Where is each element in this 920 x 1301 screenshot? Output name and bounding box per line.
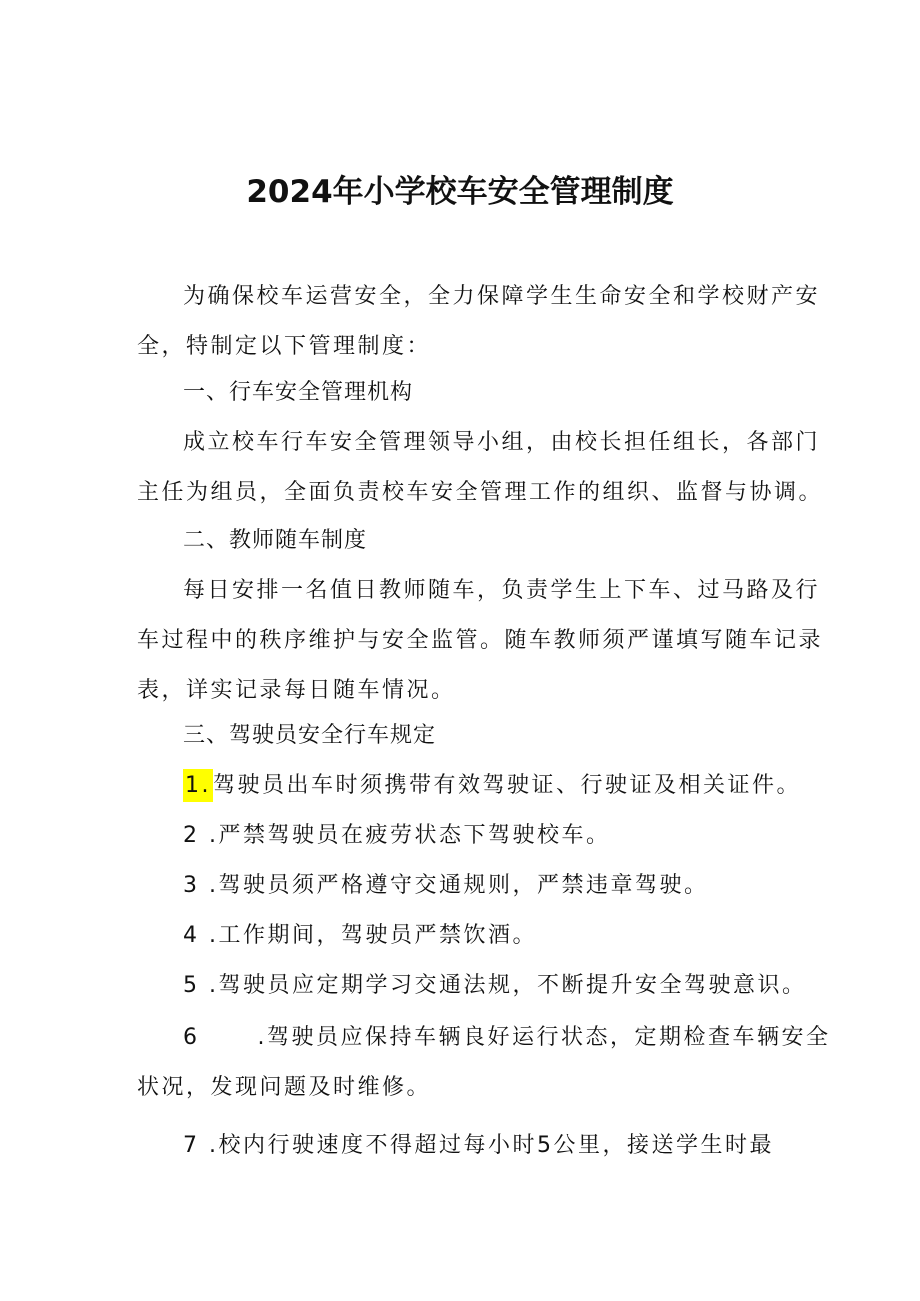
section-2-line-1: 每日安排一名值日教师随车，负责学生上下车、过马路及行 [183,578,821,603]
document-title: 2024年小学校车安全管理制度 [246,174,674,210]
section-1 [137,368,824,518]
highlighted-item-number: 1. [183,769,213,802]
intro-line-2: 全，特制定以下管理制度： [137,334,432,359]
item-3: 3 .驾驶员须严格遵守交通规则，严禁违章驾驶。 [183,873,709,898]
item-1-text: 驾驶员出车时须携带有效驾驶证、行驶证及相关证件。 [213,773,802,798]
item-6-line-2: 状况，发现问题及时维修。 [137,1075,432,1100]
item-6-text: .驾驶员应保持车辆良好运行状态，定期检查车辆安全 [257,1025,831,1050]
section-2-line-3: 表，详实记录每日随车情况。 [137,678,456,703]
item-6-line-1 [137,1013,831,1063]
item-2: 2 .严禁驾驶员在疲劳状态下驾驶校车。 [183,823,611,848]
section-1-line-2: 主任为组员，全面负责校车安全管理工作的组织、监督与协调。 [137,480,824,505]
item-7: 7 .校内行驶速度不得超过每小时5公里，接送学生时最 [183,1133,774,1158]
section-3-heading: 三、驾驶员安全行车规定 [183,723,437,748]
section-2 [137,516,824,716]
section-3 [137,711,831,1171]
section-1-heading: 一、行车安全管理机构 [183,380,414,405]
section-2-line-2: 车过程中的秩序维护与安全监管。随车教师须严谨填写随车记录 [137,628,824,653]
item-6-number: 6 [183,1025,200,1050]
intro-paragraph [137,272,821,372]
item-4: 4 .工作期间，驾驶员严禁饮酒。 [183,923,537,948]
item-1 [137,761,802,811]
item-5: 5 .驾驶员应定期学习交通法规，不断提升安全驾驶意识。 [183,973,807,998]
section-2-heading: 二、教师随车制度 [183,528,368,553]
section-1-line-1: 成立校车行车安全管理领导小组，由校长担任组长，各部门 [183,430,821,455]
intro-line-1: 为确保校车运营安全，全力保障学生生命安全和学校财产安 [183,284,821,309]
